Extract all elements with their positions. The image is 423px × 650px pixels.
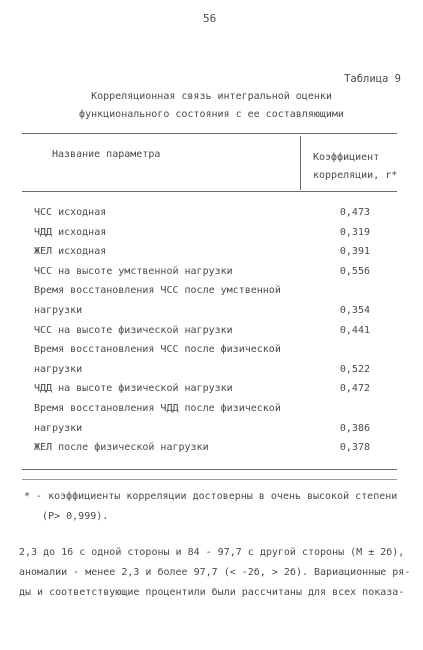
table-footnote: * - коэффициенты корреляции достоверны в очень высокой степени (P> 0,999).: [24, 491, 398, 522]
table-row-label: Время восстановления ЧДД после физической: [34, 403, 281, 414]
column-header-coefficient-line-1: Коэффициент: [313, 152, 380, 163]
table-title-line-1: Корреляционная связь интегральной оценки: [91, 91, 332, 102]
table-row-label: Время восстановления ЧСС после физической: [34, 344, 281, 356]
table-top-rule: [22, 133, 397, 134]
table-row-value: 0,386: [339, 422, 370, 434]
table-row-label: Время восстановления ЧСС после умственной: [34, 285, 281, 297]
table-row-value: 0,319: [339, 226, 370, 238]
table-row-label: ЖЕЛ исходная: [34, 246, 107, 258]
table-label: Таблица 9: [344, 73, 401, 85]
table-row-value: 0,391: [339, 246, 370, 258]
table-row-label: нагрузки: [34, 305, 83, 316]
column-header-coefficient-line-2: корреляции, r*: [313, 170, 398, 181]
table-row-label: ЧСС исходная: [34, 207, 107, 218]
table-row-label: нагрузки: [34, 422, 83, 434]
table-row-label: ЧДД исходная: [34, 226, 107, 238]
table-row-value: 0,522: [339, 363, 370, 375]
table-row-value: 0,378: [339, 442, 370, 454]
table-row-label: ЧДД на высоте физической нагрузки: [34, 383, 233, 395]
table-row-value: 0,556: [339, 265, 370, 277]
table-header-rule: [22, 191, 397, 192]
table-row-value: 0,473: [339, 207, 370, 218]
table-row-value: 0,354: [339, 305, 370, 316]
column-header-coefficient: [313, 149, 397, 185]
table-title-line-2: функционального состояния с ее составляющими: [79, 109, 344, 120]
table-row-value: 0,441: [339, 324, 370, 336]
body-paragraph: 2,3 до 16 с одной стороны и 84 - 97,7 с другой стороны (M ± 2б), аномалии - менее 2,3 и более 97,7 (< -2б, > 2б). Вариационные ря- ды и соответствующие процентили были рассчитаны для всех показа-: [19, 547, 411, 598]
header-column-divider: [300, 136, 301, 190]
page-number: 56: [203, 12, 217, 25]
table-row-label: ЖЕЛ после физической нагрузки: [34, 442, 209, 454]
table-bottom-rule: [22, 469, 397, 470]
table-row-label: ЧСС на высоте умственной нагрузки: [34, 265, 233, 277]
column-header-parameter: Название параметра: [52, 149, 161, 160]
table-row-label: ЧСС на высоте физической нагрузки: [34, 324, 233, 336]
table-row-value: 0,472: [339, 383, 370, 395]
table-row-label: нагрузки: [34, 363, 83, 375]
footnote-rule: [22, 479, 397, 480]
